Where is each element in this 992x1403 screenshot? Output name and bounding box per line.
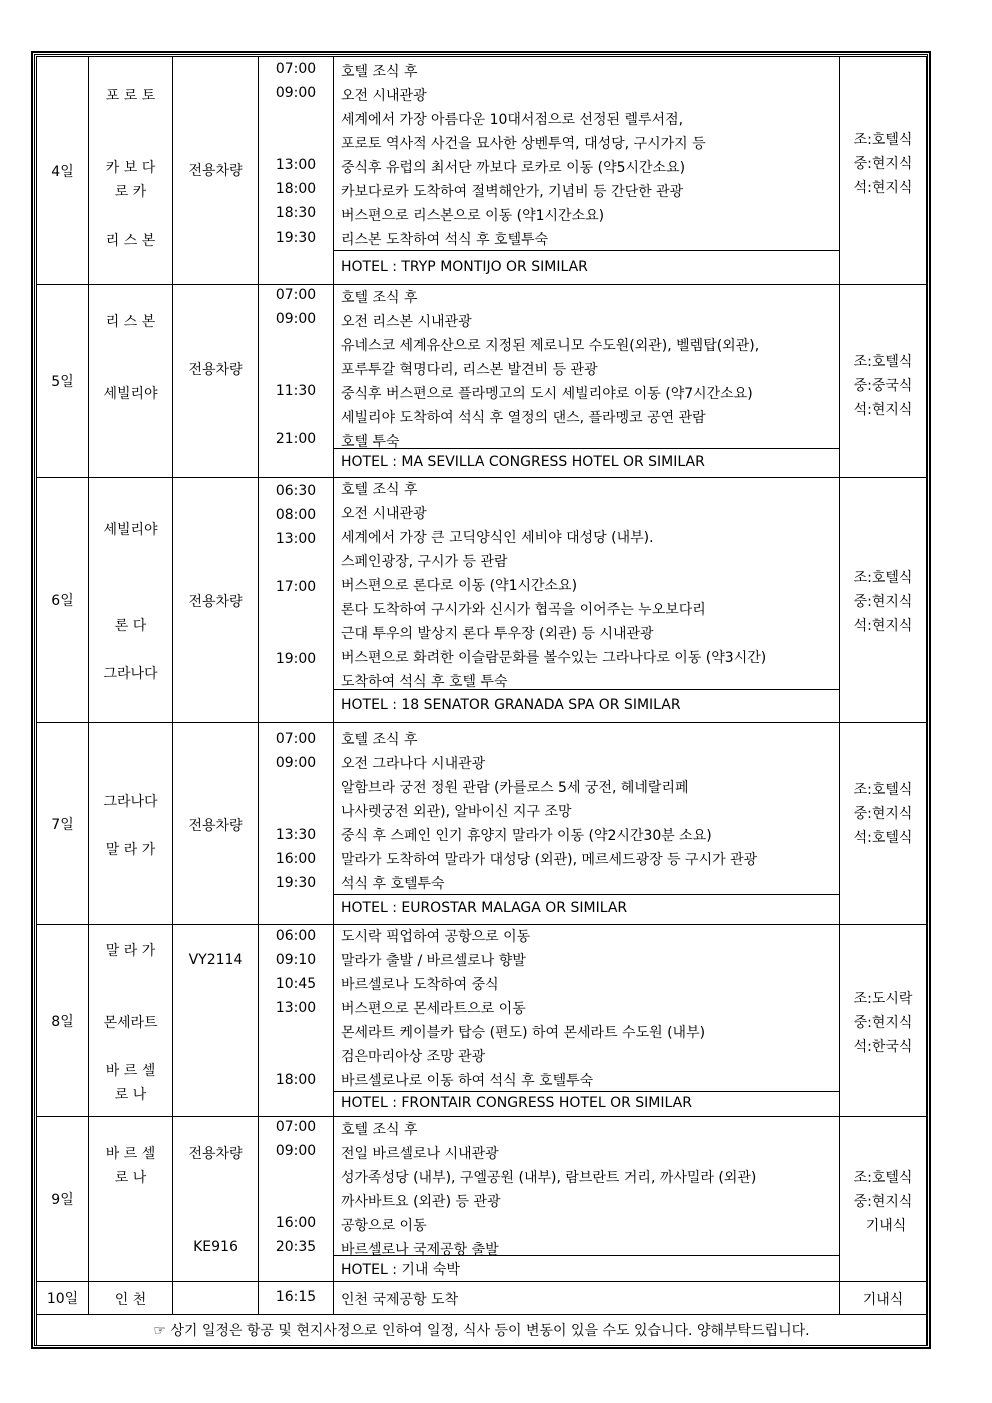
schedule-line: 전일 바르셀로나 시내관광 — [341, 1146, 499, 1162]
day-label: 5일 — [37, 285, 89, 478]
time: 19:30 — [275, 875, 317, 891]
schedule-line: 말라가 출발 / 바르셀로나 향발 — [341, 953, 526, 969]
transport: VY2114 — [188, 952, 243, 968]
city-name: 리 스 본 — [105, 233, 156, 249]
meal: 중:현지식 — [853, 156, 913, 172]
city-name: 로 나 — [114, 1087, 147, 1103]
schedule-line: 도착하여 석식 후 호텔 투숙 — [341, 674, 508, 690]
city-name: 말 라 가 — [105, 943, 156, 959]
time-cell — [259, 723, 334, 925]
time: 08:00 — [275, 507, 317, 523]
city-cell — [89, 723, 173, 925]
meal: 석:현지식 — [853, 402, 913, 418]
time: 21:00 — [275, 431, 317, 447]
schedule-cell — [334, 925, 840, 1117]
schedule-line: 인천 국제공항 도착 — [341, 1292, 459, 1308]
meal: 석:현지식 — [853, 180, 913, 196]
schedule-line: 포루투갈 혁명다리, 리스본 발견비 등 관광 — [341, 362, 598, 378]
schedule-cell — [334, 1117, 840, 1282]
schedule-line: 호텔 조식 후 — [341, 1122, 418, 1138]
time-cell — [259, 1282, 334, 1315]
schedule-line: 근대 투우의 발상지 론다 투우장 (외관) 등 시내관광 — [341, 626, 654, 642]
meal-cell — [840, 478, 927, 723]
schedule-line: 중식후 유럽의 최서단 까보다 로카로 이동 (약5시간소요) — [341, 160, 686, 176]
transport: 전용차량 — [188, 163, 243, 179]
itinerary-table — [36, 56, 927, 1346]
transport: 전용차량 — [188, 362, 243, 378]
city-name: 리 스 본 — [105, 314, 156, 330]
meal-cell — [840, 1117, 927, 1282]
hotel-info: HOTEL : 기내 숙박 — [341, 1262, 460, 1278]
hotel-info: HOTEL : 18 SENATOR GRANADA SPA OR SIMILAR — [341, 697, 681, 713]
city-cell — [89, 1282, 173, 1315]
day-row-5 — [37, 285, 927, 478]
meal: 조:호텔식 — [853, 782, 913, 798]
transport-cell — [173, 285, 259, 478]
time-cell — [259, 57, 334, 285]
time: 18:30 — [275, 205, 317, 221]
schedule-line: 석식 후 호텔투숙 — [341, 876, 445, 892]
transport-cell — [173, 1282, 259, 1315]
city-name: 카 보 다 — [105, 160, 156, 176]
time: 06:30 — [275, 483, 317, 499]
time: 07:00 — [275, 287, 317, 303]
schedule-line: 몬세라트 케이블카 탑승 (편도) 하여 몬세라트 수도원 (내부) — [341, 1025, 706, 1041]
meal: 기내식 — [862, 1292, 904, 1308]
meal-cell — [840, 925, 927, 1117]
schedule-line: 유네스코 세계유산으로 지정된 제로니모 수도원(외관), 벨렘탑(외관), — [341, 338, 760, 354]
time: 16:00 — [275, 851, 317, 867]
city-name: 그라나다 — [103, 794, 158, 810]
meal: 조:도시락 — [853, 991, 913, 1007]
schedule-cell — [334, 723, 840, 925]
city-name: 로 나 — [114, 1170, 147, 1186]
city-name: 세빌리야 — [103, 386, 158, 402]
schedule-line: 세계에서 가장 아름다운 10대서점으로 선정된 렐루서점, — [341, 112, 684, 128]
city-name: 세빌리야 — [103, 522, 158, 538]
time: 19:00 — [275, 651, 317, 667]
time: 06:00 — [275, 928, 317, 944]
time: 16:15 — [275, 1289, 317, 1305]
city-name: 몬세라트 — [103, 1015, 158, 1031]
schedule-line: 도시락 픽업하여 공항으로 이동 — [341, 929, 531, 945]
city-name: 바 르 셀 — [105, 1063, 156, 1079]
time: 09:00 — [275, 1143, 317, 1159]
day-row-9 — [37, 1117, 927, 1282]
hotel-info: HOTEL : MA SEVILLA CONGRESS HOTEL OR SIMILAR — [341, 454, 705, 470]
transport-cell — [173, 1117, 259, 1282]
city-cell — [89, 478, 173, 723]
hotel-info: HOTEL : EUROSTAR MALAGA OR SIMILAR — [341, 900, 628, 916]
meal: 석:현지식 — [853, 618, 913, 634]
schedule-line: 까사바트요 (외관) 등 관광 — [341, 1194, 501, 1210]
city-name: 말 라 가 — [105, 842, 156, 858]
schedule-cell — [334, 1282, 840, 1315]
schedule-line: 포로토 역사적 사건을 묘사한 상벤투역, 대성당, 구시가지 등 — [341, 136, 706, 152]
transport-cell — [173, 478, 259, 723]
schedule-line: 공항으로 이동 — [341, 1218, 427, 1234]
meal: 중:현지식 — [853, 1194, 913, 1210]
schedule-line: 중식 후 스페인 인기 휴양지 말라가 이동 (약2시간30분 소요) — [341, 828, 712, 844]
time: 11:30 — [275, 383, 317, 399]
transport: 전용차량 — [188, 1146, 243, 1162]
meal: 석:호텔식 — [853, 830, 913, 846]
time: 18:00 — [275, 1072, 317, 1088]
schedule-line: 호텔 투숙 — [341, 434, 400, 450]
meal: 중:현지식 — [853, 806, 913, 822]
day-row-7 — [37, 723, 927, 925]
schedule-line: 카보다로카 도착하여 절벽해안가, 기념비 등 간단한 관광 — [341, 184, 684, 200]
time: 13:00 — [275, 157, 317, 173]
schedule-line: 호텔 조식 후 — [341, 732, 418, 748]
time: 09:00 — [275, 755, 317, 771]
time: 17:00 — [275, 579, 317, 595]
schedule-change-note: ☞ 상기 일정은 항공 및 현지사정으로 인하여 일정, 식사 등이 변동이 있을 수도 있습니다. 양해부탁드립니다. — [37, 1315, 927, 1346]
time-cell — [259, 1117, 334, 1282]
time: 19:30 — [275, 230, 317, 246]
meal: 조:호텔식 — [853, 354, 913, 370]
time: 20:35 — [275, 1239, 317, 1255]
time: 18:00 — [275, 181, 317, 197]
day-label: 4일 — [37, 57, 89, 285]
schedule-line: 세빌리야 도착하여 석식 후 열정의 댄스, 플라멩코 공연 관람 — [341, 410, 706, 426]
transport-cell — [173, 723, 259, 925]
meal-cell — [840, 723, 927, 925]
schedule-line: 버스편으로 리스본으로 이동 (약1시간소요) — [341, 208, 605, 224]
meal: 중:현지식 — [853, 594, 913, 610]
schedule-line: 버스편으로 론다로 이동 (약1시간소요) — [341, 578, 578, 594]
schedule-line: 바르셀로나 도착하여 중식 — [341, 977, 499, 993]
time: 07:00 — [275, 1119, 317, 1135]
schedule-line: 바르셀로나 국제공항 출발 — [341, 1242, 499, 1258]
transport-cell — [173, 925, 259, 1117]
schedule-cell — [334, 478, 840, 723]
day-label: 7일 — [37, 723, 89, 925]
schedule-line: 알함브라 궁전 정원 관람 (카를로스 5세 궁전, 헤네랄리페 — [341, 780, 689, 796]
meal-cell — [840, 57, 927, 285]
time: 07:00 — [275, 61, 317, 77]
meal: 조:호텔식 — [853, 1170, 913, 1186]
schedule-line: 세계에서 가장 큰 고딕양식인 세비야 대성당 (내부). — [341, 530, 654, 546]
time-cell — [259, 285, 334, 478]
schedule-line: 검은마리아상 조망 관광 — [341, 1049, 486, 1065]
time-cell — [259, 925, 334, 1117]
schedule-line: 오전 리스본 시내관광 — [341, 314, 472, 330]
schedule-line: 오전 시내관광 — [341, 88, 427, 104]
city-name: 바 르 셀 — [105, 1146, 156, 1162]
city-name: 포 로 토 — [105, 88, 156, 104]
schedule-line: 나사렛궁전 외관), 알바이신 지구 조망 — [341, 804, 572, 820]
hotel-info: HOTEL : FRONTAIR CONGRESS HOTEL OR SIMILAR — [341, 1095, 692, 1111]
meal: 중:현지식 — [853, 1015, 913, 1031]
time: 07:00 — [275, 731, 317, 747]
time: 13:30 — [275, 827, 317, 843]
transport-cell — [173, 57, 259, 285]
city-name: 론 다 — [114, 618, 147, 634]
city-cell — [89, 285, 173, 478]
meal-cell — [840, 285, 927, 478]
meal: 중:중국식 — [853, 378, 913, 394]
schedule-line: 바르셀로나로 이동 하여 석식 후 호텔투숙 — [341, 1073, 594, 1089]
city-name: 로 카 — [114, 184, 147, 200]
city-cell — [89, 925, 173, 1117]
time-cell — [259, 478, 334, 723]
schedule-line: 버스편으로 화려한 이슬람문화를 볼수있는 그라나다로 이동 (약3시간) — [341, 650, 767, 666]
day-label: 10일 — [37, 1282, 89, 1315]
day-row-6 — [37, 478, 927, 723]
time: 09:00 — [275, 311, 317, 327]
city-name: 그라나다 — [103, 666, 158, 682]
schedule-line: 오전 그라나다 시내관광 — [341, 756, 486, 772]
schedule-line: 말라가 도착하여 말라가 대성당 (외관), 메르세드광장 등 구시가 관광 — [341, 852, 758, 868]
transport: KE916 — [193, 1239, 238, 1255]
note-row — [37, 1315, 927, 1346]
time: 16:00 — [275, 1215, 317, 1231]
meal: 조:호텔식 — [853, 132, 913, 148]
time: 09:00 — [275, 85, 317, 101]
schedule-cell — [334, 285, 840, 478]
meal: 석:한국식 — [853, 1039, 913, 1055]
time: 13:00 — [275, 531, 317, 547]
transport: 전용차량 — [188, 818, 243, 834]
day-row-8 — [37, 925, 927, 1117]
time: 09:10 — [275, 952, 317, 968]
schedule-line: 호텔 조식 후 — [341, 482, 418, 498]
day-label: 9일 — [37, 1117, 89, 1282]
schedule-line: 론다 도착하여 구시가와 신시가 협곡을 이어주는 누오보다리 — [341, 602, 706, 618]
meal: 조:호텔식 — [853, 570, 913, 586]
schedule-line: 오전 시내관광 — [341, 506, 427, 522]
transport: 전용차량 — [188, 594, 243, 610]
city-name: 인 천 — [114, 1292, 147, 1308]
schedule-line: 호텔 조식 후 — [341, 290, 418, 306]
schedule-line: 리스본 도착하여 석식 후 호텔투숙 — [341, 232, 549, 248]
day-row-10 — [37, 1282, 927, 1315]
schedule-line: 버스편으로 몬세라트으로 이동 — [341, 1001, 526, 1017]
meal-cell — [840, 1282, 927, 1315]
time: 10:45 — [275, 976, 317, 992]
city-cell — [89, 1117, 173, 1282]
day-label: 8일 — [37, 925, 89, 1117]
time: 13:00 — [275, 1000, 317, 1016]
day-label: 6일 — [37, 478, 89, 723]
schedule-line: 성가족성당 (내부), 구엘공원 (내부), 람브란트 거리, 까사밀라 (외관) — [341, 1170, 757, 1186]
schedule-line: 중식후 버스편으로 플라멩고의 도시 세빌리야로 이동 (약7시간소요) — [341, 386, 753, 402]
hotel-info: HOTEL : TRYP MONTIJO OR SIMILAR — [341, 259, 588, 275]
city-cell — [89, 57, 173, 285]
schedule-cell — [334, 57, 840, 285]
day-row-4 — [37, 57, 927, 285]
schedule-line: 스페인광장, 구시가 등 관람 — [341, 554, 508, 570]
schedule-line: 호텔 조식 후 — [341, 64, 418, 80]
meal: 기내식 — [865, 1218, 907, 1234]
